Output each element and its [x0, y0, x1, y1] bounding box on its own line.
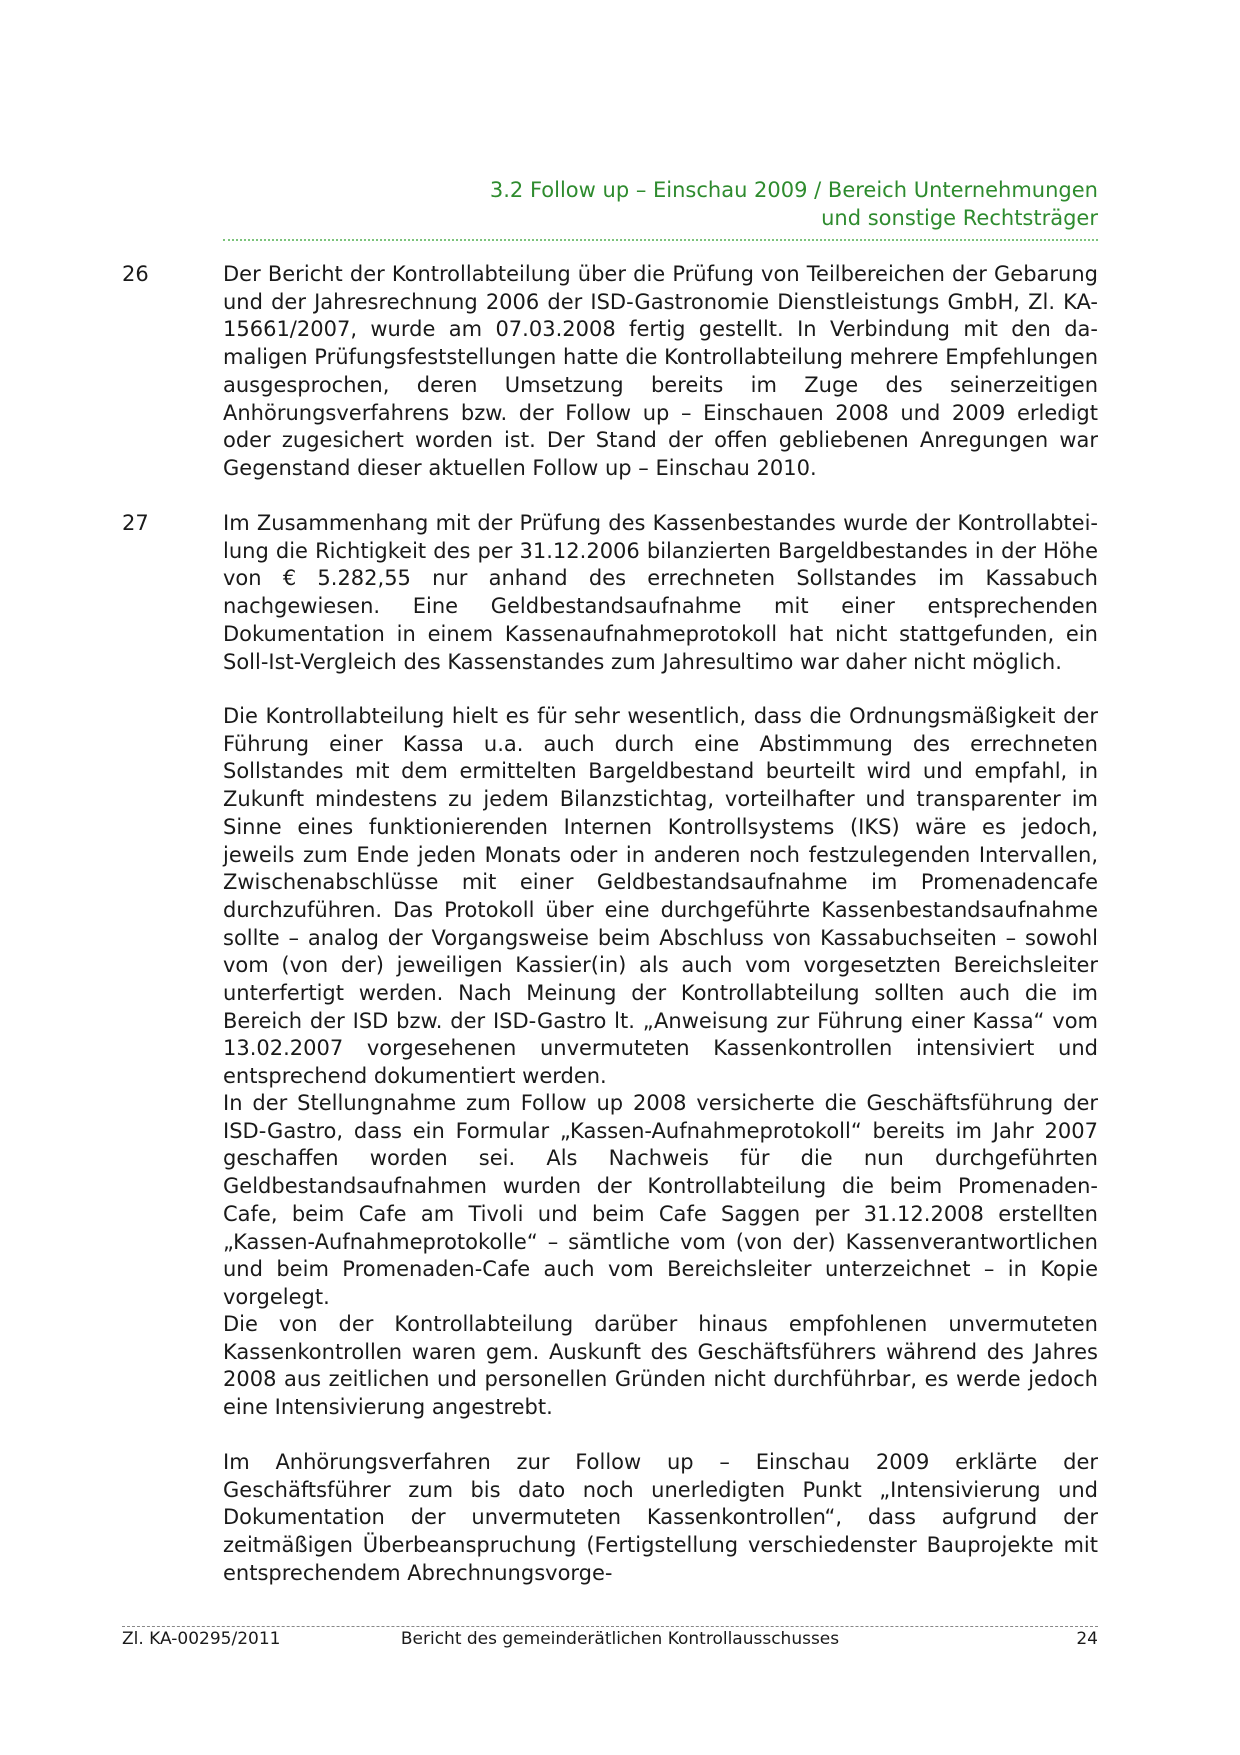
paragraph-27-text-1: Im Zusammenhang mit der Prüfung des Kassenbestandes wurde der Kontrollabteilung die Richtigkeit des per 31.12.2006 bilanzierten Bargeldbestandes in der Höhe von € 5.282,55 nur anhand des errechneten Sollstandes im Kassabuch nachgewiesen. Eine Geldbestandsaufnahme mit einer entsprechenden Dokumentation in einem Kassenaufnahmeprotokoll hat nicht stattgefunden, ein Soll-Ist-Vergleich des Kassenstandes zum Jahresultimo war daher nicht möglich.: [223, 511, 1098, 674]
paragraph-27-text-2: Die Kontrollabteilung hielt es für sehr wesentlich, dass die Ordnungsmäßigkeit der Führung einer Kassa u.a. auch durch eine Abstimmung des errechneten Sollstandes mit dem ermittelten Bargeldbestand beurteilt wird und empfahl, in Zukunft mindestens zu jedem Bilanzstichtag, vorteilhafter und transparenter im Sinne eines funktionierenden Internen Kontrollsystems (IKS) wäre es jedoch, jeweils zum Ende jeden Monats oder in anderen noch festzulegenden Intervallen, Zwischenabschlüsse mit einer Geldbestandsaufnahme im Promenadencafe durchzuführen. Das Protokoll über eine durchgeführte Kassenbestandsaufnahme sollte – analog der Vorgangsweise beim Abschluss von Kassabuchseiten – sowohl vom (von der) jeweiligen Kassier(in) als auch vom vorgesetzten Bereichsleiter unterfertigt werden. Nach Meinung der Kontrollabteilung sollten auch die im Bereich der ISD bzw. der ISD-Gastro lt. „Anweisung zur Führung einer Kassa“ vom 13.02.2007 vorgesehenen unvermuteten Kassenkontrollen intensiviert und entsprechend dokumentiert werden.: [223, 704, 1098, 1089]
paragraph-26-text: Der Bericht der Kontrollabteilung über die Prüfung von Teilbereichen der Gebarung und der Jahresrechnung 2006 der ISD-Gastronomie Dienstleistungs GmbH, Zl. KA-15661/2007, wurde am 07.03.2008 fertig gestellt. In Verbindung mit den damaligen Prüfungsfeststellungen hatte die Kontrollabteilung mehrere Empfehlungen ausgesprochen, deren Umsetzung bereits im Zuge des seinerzeitigen Anhörungsverfahrens bzw. der Follow up – Einschauen 2008 und 2009 erledigt oder zugesichert worden ist. Der Stand der offen gebliebenen Anregungen war Gegenstand dieser aktuellen Follow up – Einschau 2010.: [223, 262, 1098, 480]
footer-reference-number: Zl. KA-00295/2011: [122, 1629, 281, 1649]
footer-report-title: Bericht des gemeinderätlichen Kontrollausschusses: [400, 1629, 840, 1649]
paragraph-27-text-5: Im Anhörungsverfahren zur Follow up – Einschau 2009 erklärte der Geschäftsführer zum bis dato noch unerledigten Punkt „Intensivierung und Dokumentation der unvermuteten Kassenkontrollen“, dass aufgrund der zeitmäßigen Überbeanspruchung (Fertigstellung verschiedenster Bauprojekte mit entsprechendem Abrechnungsvorge-: [223, 1450, 1098, 1585]
footer-divider: [122, 1626, 1098, 1627]
header-divider: [223, 239, 1098, 241]
header-title-line-2: und sonstige Rechtsträger: [821, 206, 1098, 230]
header-title-line-1: 3.2 Follow up – Einschau 2009 / Bereich Unternehmungen: [489, 178, 1098, 202]
footer-page-number: 24: [1076, 1629, 1098, 1649]
running-header: [223, 176, 1098, 232]
paragraph-number-26: 26: [122, 262, 149, 286]
paragraph-number-27: 27: [122, 511, 149, 535]
paragraph-27-text-3: In der Stellungnahme zum Follow up 2008 versicherte die Geschäftsführung der ISD-Gastro, dass ein Formular „Kassen-Aufnahmeprotokoll“ bereits im Jahr 2007 geschaffen worden sei. Als Nachweis für die nun durchgeführten Geldbestandsaufnahmen wurden der Kontrollabteilung die beim Promenaden-Cafe, beim Cafe am Tivoli und beim Cafe Saggen per 31.12.2008 erstellten „Kassen-Aufnahmeprotokolle“ – sämtliche vom (von der) Kassenverantwortlichen und beim Promenaden-Cafe auch vom Bereichsleiter unterzeichnet – in Kopie vorgelegt.: [223, 1091, 1098, 1309]
paragraph-27-text-4: Die von der Kontrollabteilung darüber hinaus empfohlenen unvermuteten Kassenkontrollen waren gem. Auskunft des Geschäftsführers während des Jahres 2008 aus zeitlichen und personellen Gründen nicht durchführbar, es werde jedoch eine Intensivierung angestrebt.: [223, 1312, 1098, 1420]
